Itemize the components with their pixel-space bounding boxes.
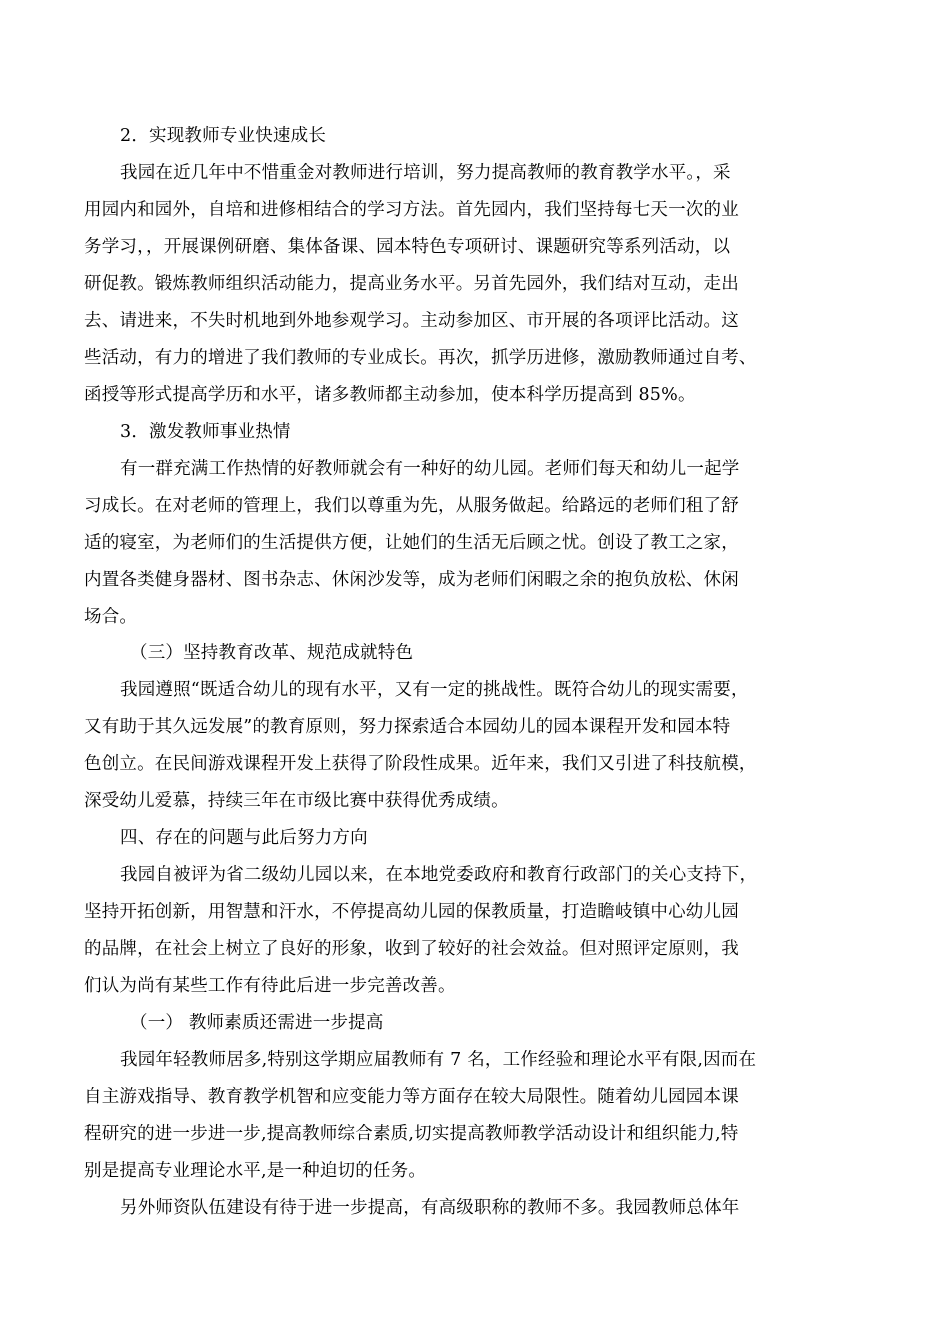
paragraph-line: 色创立。在民间游戏课程开发上获得了阶段性成果。近年来，我们又引进了科技航模，: [84, 754, 757, 774]
paragraph-line: 适的寝室，为老师们的生活提供方便，让她们的生活无后顾之忧。创设了教工之家，: [84, 533, 739, 553]
paragraph-line: 自主游戏指导、教育教学机智和应变能力等方面存在较大局限性。随着幼儿园园本课: [84, 1087, 739, 1107]
paragraph-line: 些活动，有力的增进了我们教师的专业成长。再次，抓学历进修，激励教师通过自考、: [84, 348, 757, 368]
paragraph-line: 有一群充满工作热情的好教师就会有一种好的幼儿园。老师们每天和幼儿一起学: [120, 459, 740, 479]
paragraph-line: 另外师资队伍建设有待于进一步提高，有高级职称的教师不多。我园教师总体年: [120, 1198, 740, 1218]
paragraph-line: 务学习，，开展课例研磨、集体备课、园本特色专项研讨、课题研究等系列活动，以: [84, 237, 731, 257]
paragraph-line: 我园在近几年中不惜重金对教师进行培训，努力提高教师的教育教学水平。，采: [120, 163, 731, 183]
section-heading: 四、存在的问题与此后努力方向: [120, 828, 368, 848]
paragraph-line: 用园内和园外，自培和进修相结合的学习方法。首先园内，我们坚持每七天一次的业: [84, 200, 739, 220]
paragraph-line: 场合。: [84, 607, 138, 627]
paragraph-line: 函授等形式提高学历和水平，诸多教师都主动参加，使本科学历提高到 85%。: [84, 385, 696, 405]
section-heading: 3．激发教师事业热情: [120, 422, 291, 442]
paragraph-line: 坚持开拓创新，用智慧和汗水，不停提高幼儿园的保教质量，打造瞻岐镇中心幼儿园: [84, 902, 739, 922]
paragraph-line: 内置各类健身器材、图书杂志、休闲沙发等，成为老师们闲暇之余的抱负放松、休闲: [84, 570, 739, 590]
paragraph-line: 别是提高专业理论水平,是一种迫切的任务。: [84, 1161, 427, 1181]
paragraph-line: 的品牌，在社会上树立了良好的形象，收到了较好的社会效益。但对照评定原则，我: [84, 939, 739, 959]
section-heading: （一） 教师素质还需进一步提高: [130, 1013, 384, 1033]
paragraph-line: 去、请进来，不失时机地到外地参观学习。主动参加区、市开展的各项评比活动。这: [84, 311, 739, 331]
section-heading: 2．实现教师专业快速成长: [120, 126, 327, 146]
paragraph-line: 们认为尚有某些工作有待此后进一步完善改善。: [84, 976, 456, 996]
section-heading: （三）坚持教育改革、规范成就特色: [130, 643, 414, 663]
paragraph-line: 深受幼儿爱慕，持续三年在市级比赛中获得优秀成绩。: [84, 791, 509, 811]
paragraph-line: 我园年轻教师居多,特别这学期应届教师有 7 名，工作经验和理论水平有限,因而在: [120, 1050, 757, 1070]
paragraph-line: 我园自被评为省二级幼儿园以来，在本地党委政府和教育行政部门的关心支持下，: [120, 865, 758, 885]
paragraph-line: 又有助于其久远发展”的教育原则，努力探索适合本园幼儿的园本课程开发和园本特: [84, 717, 731, 737]
paragraph-line: 程研究的进一步进一步,提高教师综合素质,切实提高教师教学活动设计和组织能力,特: [84, 1124, 739, 1144]
paragraph-line: 我园遵照“既适合幼儿的现有水平，又有一定的挑战性。既符合幼儿的现实需要，: [120, 680, 749, 700]
paragraph-line: 习成长。在对老师的管理上，我们以尊重为先，从服务做起。给路远的老师们租了舒: [84, 496, 739, 516]
paragraph-line: 研促教。锻炼教师组织活动能力，提高业务水平。另首先园外，我们结对互动，走出: [84, 274, 739, 294]
